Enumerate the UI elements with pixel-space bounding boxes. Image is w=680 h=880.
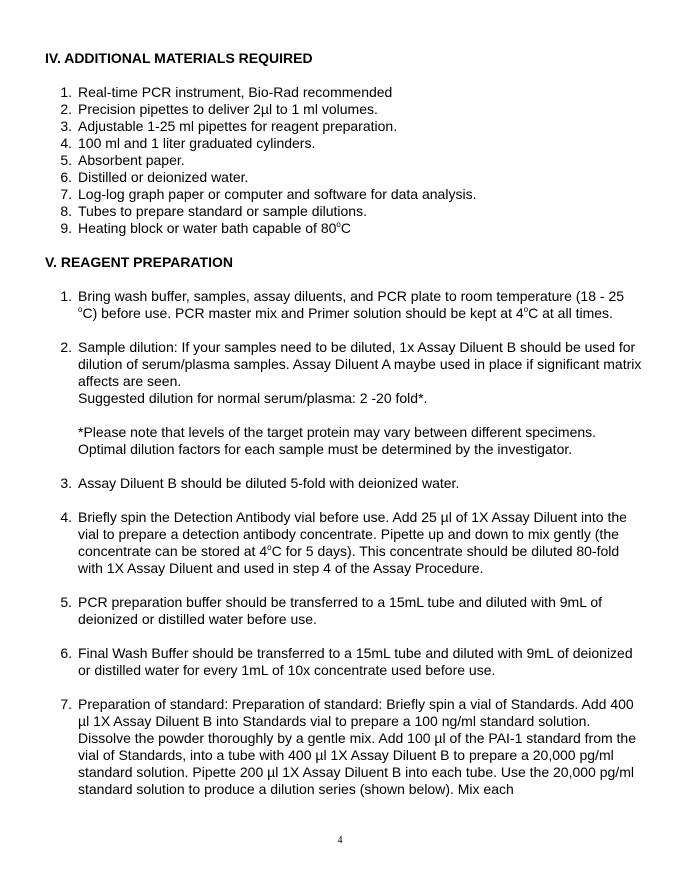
list-item: 3. Assay Diluent B should be diluted 5-fold with deionized water. [60,475,460,491]
list-item: 3. Adjustable 1-25 ml pipettes for reagent preparation. [60,118,398,134]
page-number: 4 [337,835,343,846]
list-item: 5. PCR preparation buffer should be transferred to a 15mL tube and diluted with 9mL of deionized or distilled water before use. [60,594,603,627]
list-item: 1. Real-time PCR instrument, Bio-Rad recommended [60,84,393,100]
reagent-list [45,288,645,798]
list-item: 4. 100 ml and 1 liter graduated cylinders. [60,135,316,151]
list-item: 1. Bring wash buffer, samples, assay diluents, and PCR plate to room temperature (18 - 25 $^o$C) before use. PCR master mix and Primer solution should be kept at 4$^o$C at all times. [60,288,625,321]
section-heading-additional-materials: IV. ADDITIONAL MATERIALS REQUIRED [45,50,313,66]
list-item: 7. Log-log graph paper or computer and software for data analysis. [60,186,477,202]
section-heading-reagent-preparation: V. REAGENT PREPARATION [45,254,233,270]
list-item: 6. Distilled or deionized water. [60,169,249,185]
list-item: 2. Precision pipettes to deliver 2µl to 1 ml volumes. [60,101,378,117]
list-item: 6. Final Wash Buffer should be transferred to a 15mL tube and diluted with 9mL of deionized or distilled water for every 1mL of 10x concentrate used before use. [60,645,633,678]
list-item: 2. Sample dilution: If your samples need to be diluted, 1x Assay Diluent B should be used for dilution of serum/plasma samples. Assay Diluent A maybe used in place if significant matrix affects are seen. Suggested dilution for normal serum/plasma: 2 -20 fold*. *Please note that levels of the target protein may vary between different specimens. Optimal dilution factors for each sample must be determined by the investigator. [60,339,642,457]
list-item: 4. Briefly spin the Detection Antibody vial before use. Add 25 µl of 1X Assay Diluent into the vial to prepare a detection antibody concentrate. Pipette up and down to mix gently (the concentrate can be stored at 4$^o$C for 5 days). This concentrate should be diluted 80-fold with 1X Assay Diluent and used in step 4 of the Assay Procedure. [60,509,627,576]
document-page [45,50,645,798]
list-item: 5. Absorbent paper. [60,152,185,168]
materials-list [45,84,645,237]
list-item: 8. Tubes to prepare standard or sample dilutions. [60,203,367,219]
list-item: 7. Preparation of standard: Preparation of standard: Briefly spin a vial of Standards. Add 400 µl 1X Assay Diluent B into Standards vial to prepare a 100 ng/ml standard solution. Dissolve the powder thoroughly by a gentle mix. Add 100 µl of the PAI-1 standard from the vial of Standards, into a tube with 400 µl 1X Assay Diluent B to prepare a 20,000 pg/ml standard solution. Pipette 200 µl 1X Assay Diluent B into each tube. Use the 20,000 pg/ml standard solution to produce a dilution series (shown below). Mix each [60,696,637,797]
list-item: 9. Heating block or water bath capable of 80$^o$C [60,220,351,236]
